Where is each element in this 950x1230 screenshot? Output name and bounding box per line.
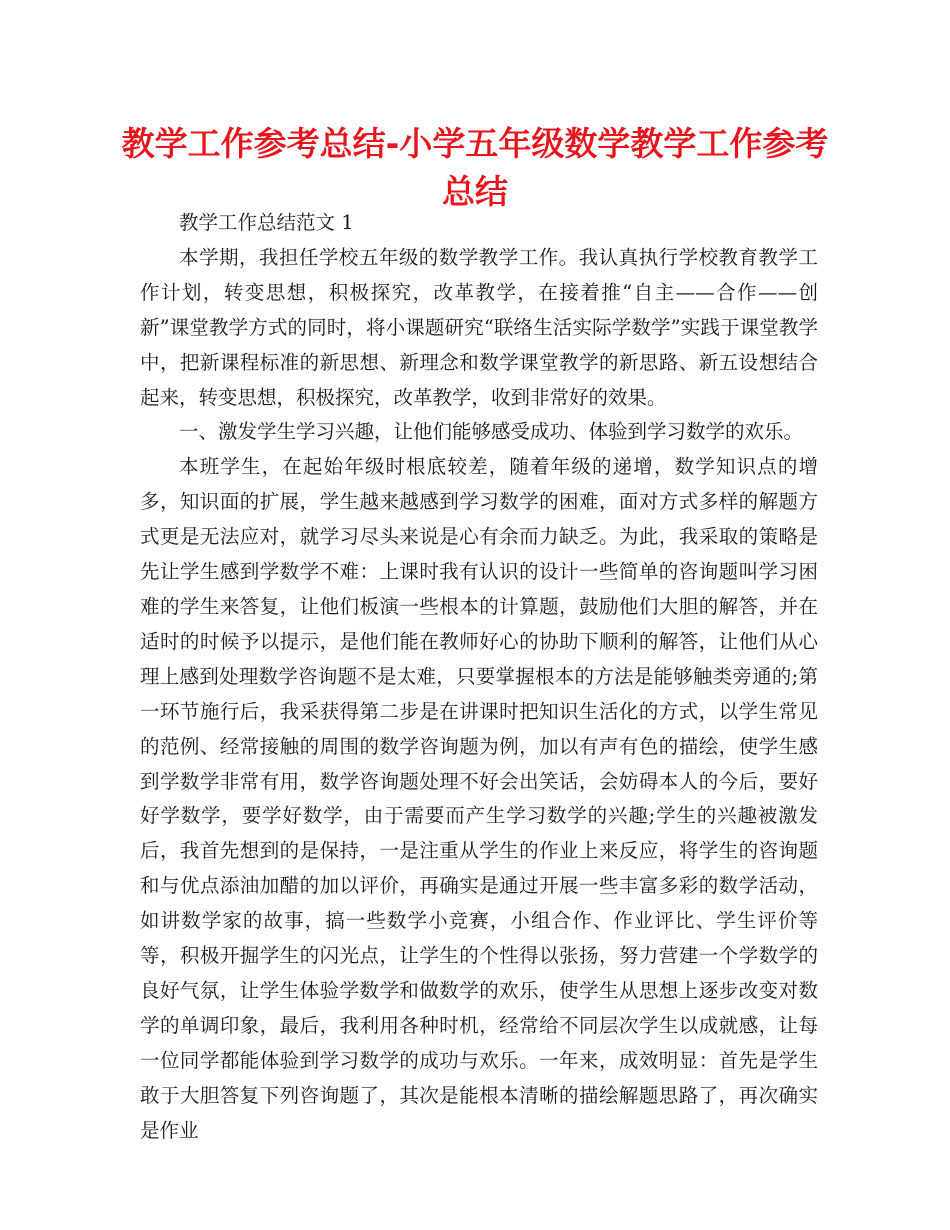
section-heading: 教学工作总结范文 1 — [179, 211, 354, 234]
paragraph: 一、激发学生学习兴趣，让他们能够感受成功、体验到学习数学的欢乐。 — [179, 420, 804, 444]
paragraph: 本学期，我担任学校五年级的数学教学工作。我认真执行学校教育教学工作计划，转变思想，积极探究，改革教学，在接着推“自主——合作——创新”课堂教学方式的同时，将小课题研究“联络生活实际学数学”实践于课堂教学中，把新课程标准的新思想、新理念和数学课堂教学的新思路、新五设想结合起来，转变思想，积极探究，改革教学，收到非常好的效果。 — [140, 245, 818, 409]
document-title: 教学工作参考总结-小学五年级数学教学工作参考总结 — [121, 124, 829, 211]
document-body — [140, 206, 818, 1148]
paragraph: 本班学生，在起始年级时根底较差，随着年级的递增，数学知识点的增多，知识面的扩展，学生越来越感到学习数学的困难，面对方式多样的解题方式更是无法应对，就学习尽头来说是心有余而力缺乏。为此，我采取的策略是先让学生感到学数学不难：上课时我有认识的设计一些简单的咨询题叫学习困难的学生来答复，让他们板演一些根本的计算题，鼓励他们大胆的解答，并在适时的时候予以提示，是他们能在教师好心的协助下顺利的解答，让他们从心理上感到处理数学咨询题不是太难，只要掌握根本的方法是能够触类旁通的;第一环节施行后，我采获得第二步是在讲课时把知识生活化的方式，以学生常见的范例、经常接触的周围的数学咨询题为例，加以有声有色的描绘，使学生感到学数学非常有用，数学咨询题处理不好会出笑话，会妨碍本人的今后，要好好学数学，要学好数学，由于需要而产生学习数学的兴趣;学生的兴趣被激发后，我首先想到的是保持，一是注重从学生的作业上来反应，将学生的咨询题和与优点添油加醋的加以评价，再确实是通过开展一些丰富多彩的数学活动，如讲数学家的故事，搞一些数学小竞赛，小组合作、作业评比、学生评价等等，积极开掘学生的闪光点，让学生的个性得以张扬，努力营建一个学数学的良好气氛，让学生体验学数学和做数学的欢乐，使学生从思想上逐步改变对数学的单调印象，最后，我利用各种时机，经常给不同层次学生以成就感，让每一位同学都能体验到学习数学的成功与欢乐。一年来，成效明显：首先是学生敢于大胆答复下列咨询题了，其次是能根本清晰的描绘解题思路了，再次确实是作业 — [140, 455, 818, 1142]
